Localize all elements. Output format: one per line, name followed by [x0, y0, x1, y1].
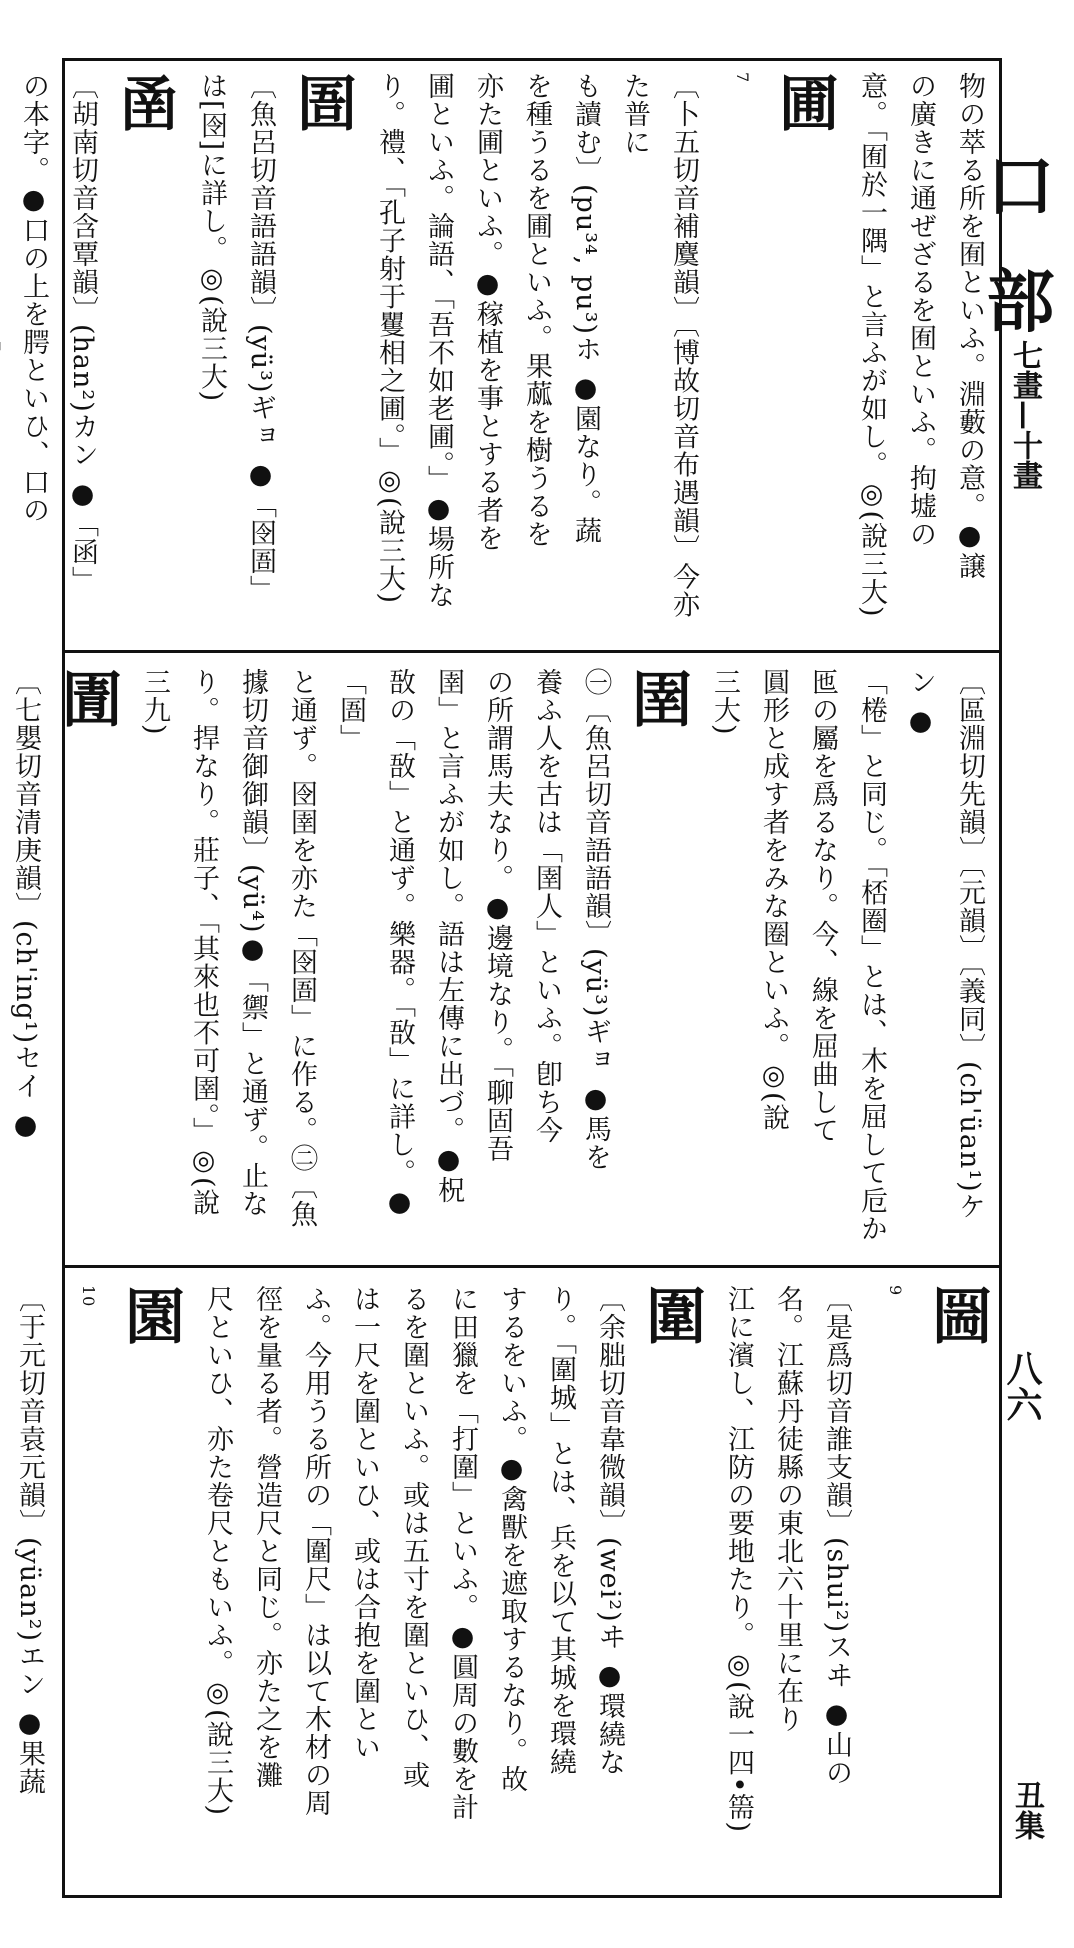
text-line: 〔卜五切音補麌韻〕〔博故切音布遇韻〕今亦た普に	[619, 72, 699, 619]
text-line: するをいふ。●禽獸を遮取するなり。故	[496, 1285, 527, 1793]
text-line: ㊀〔魚呂切音語語韻〕(yü³)ギョ ●馬を	[580, 668, 611, 1172]
stroke-count-marker: 10	[79, 1285, 98, 1308]
text-line: 〔魚呂切音語語韻〕(yü³)ギョ ●「囹圄」	[245, 72, 276, 604]
entry-headword: 圃	[769, 72, 839, 132]
text-line: に田獵を「打圍」といふ。●圓周の數を計	[447, 1285, 478, 1821]
stroke-range: 七畫—十畫	[1007, 340, 1042, 490]
text-line: 亦た圃といふ。●稼植を事とする者を	[472, 72, 503, 552]
page-number: 八六	[1001, 1350, 1043, 1422]
continued-text	[847, 72, 994, 632]
dictionary-entry	[714, 1285, 994, 1885]
text-line: 據切音御御韻〕(yü⁴)●「禦」と通ず。止な	[237, 668, 268, 1218]
text-line: ふ。今用うる所の「圍尺」は以て木材の周	[300, 1285, 331, 1817]
entry-headword: 園	[115, 1285, 185, 1345]
text-line: 圃といふ。論語、「吾不如老圃。」●場所な	[423, 72, 454, 609]
text-line: の所謂馬夫なり。●邊境なり。「聊固吾	[482, 668, 513, 1163]
stroke-count-marker: 7	[733, 72, 752, 84]
entry-headword: 圄	[287, 72, 357, 132]
text-line: 〔余胐切音韋微韻〕(wei²)ヰ ●環繞な	[594, 1285, 625, 1777]
text-line: 「棬」と同じ。「桮圈」とは、木を屈して卮か	[856, 668, 887, 1243]
dictionary-entry	[193, 1285, 708, 1885]
text-line: も讀む〕(pu³⁴, pu³)ホ ●園なり。蔬	[570, 72, 601, 545]
tier-top	[0, 72, 994, 632]
text-line: 物の萃る所を囿といふ。淵藪の意。●譲	[954, 72, 985, 580]
text-line	[0, 668, 1, 1248]
text-line: 江に濱し、江防の要地たり。◎(說一四•篅)	[723, 1285, 754, 1833]
text-line: 敔の「敔」と通ず。樂器。「敔」に詳し。●「圄」	[335, 668, 415, 1219]
continued-text	[700, 668, 994, 1248]
tier-bottom	[0, 1285, 994, 1885]
text-line: は[囹]に詳し。◎(說三大)	[196, 72, 227, 403]
text-line	[0, 72, 9, 632]
entry-headword: 圌	[922, 1285, 992, 1345]
stroke-count-marker: 9	[886, 1285, 905, 1297]
text-line: 匜の屬を爲るなり。今、線を屈曲して	[807, 668, 838, 1144]
entry-headword: 圊	[52, 668, 122, 728]
text-line: と通ず。囹圉を亦た「囹圄」に作る。㊁〔魚	[286, 668, 317, 1228]
text-line: 〔胡南切音含覃韻〕(han²)カン ●「函」	[67, 72, 98, 595]
text-line: 三九)	[139, 668, 170, 736]
text-line: り。捍なり。莊子、「其來也不可圉。」◎(說	[188, 668, 219, 1217]
text-line: 三大)	[709, 668, 740, 736]
text-line: を種うるを圃といふ。果蓏を樹うるを	[521, 72, 552, 548]
text-line: 意。「囿於一隅」と言ふが如し。◎(說三大)	[856, 72, 887, 618]
tier-divider	[62, 1265, 1002, 1268]
dictionary-entry	[365, 72, 841, 632]
text-line: り。「圍城」とは、兵を以て其城を環繞	[545, 1285, 576, 1776]
text-line: は一尺を圍といひ、或は合抱を圍とい	[349, 1285, 380, 1761]
text-line: 圓形と成す者をみな圈といふ。◎(說	[758, 668, 789, 1132]
radical-header: 口 部	[975, 150, 1055, 346]
text-line: の本字。●口の上を腭といひ、口の	[18, 72, 49, 524]
volume-label: 丑集	[1009, 1780, 1044, 1840]
entry-headword: 圉	[622, 668, 692, 728]
text-line: るを圍といふ。或は五寸を圍といひ、或	[398, 1285, 429, 1789]
text-line: 尺といひ、亦た卷尺ともいふ。◎(說三大)	[202, 1285, 233, 1817]
text-line: 名。江蘇丹徒縣の東北六十里に在り	[772, 1285, 803, 1733]
dictionary-entry	[0, 668, 124, 1248]
text-line: り。禮、「孔子射于矍相之圃。」◎(說三大)	[374, 72, 405, 605]
text-line: の廣きに通ぜざるを囿といふ。拘墟の	[905, 72, 936, 548]
tier-middle	[0, 668, 994, 1248]
dictionary-entry	[187, 72, 359, 632]
text-line: 徑を量る者。營造尺と同じ。亦た之を灘	[251, 1285, 282, 1789]
text-line: 養ふ人を古は「圉人」といふ。卽ち今	[531, 668, 562, 1144]
dictionary-entry	[130, 668, 694, 1248]
dictionary-entry	[0, 72, 181, 632]
text-line: 〔于元切音袁元韻〕(yüan²)エン ●果蔬	[14, 1285, 45, 1796]
entry-headword: 圅	[109, 72, 179, 132]
text-line: 〔七嬰切音清庚韻〕(ch'ing¹)セイ ●	[10, 668, 41, 1142]
dictionary-entry	[0, 1285, 187, 1885]
text-line: 圉」と言ふが如し。語は左傳に出づ。●柷	[433, 668, 464, 1204]
entry-headword: 圍	[636, 1285, 706, 1345]
text-line: 〔是爲切音誰支韻〕(shui²)スヰ ●山の	[821, 1285, 852, 1787]
text-line: 〔區淵切先韻〕〔元韻〕〔義同〕(ch'üan¹)ケン ●	[905, 668, 985, 1221]
tier-divider	[62, 650, 1002, 653]
